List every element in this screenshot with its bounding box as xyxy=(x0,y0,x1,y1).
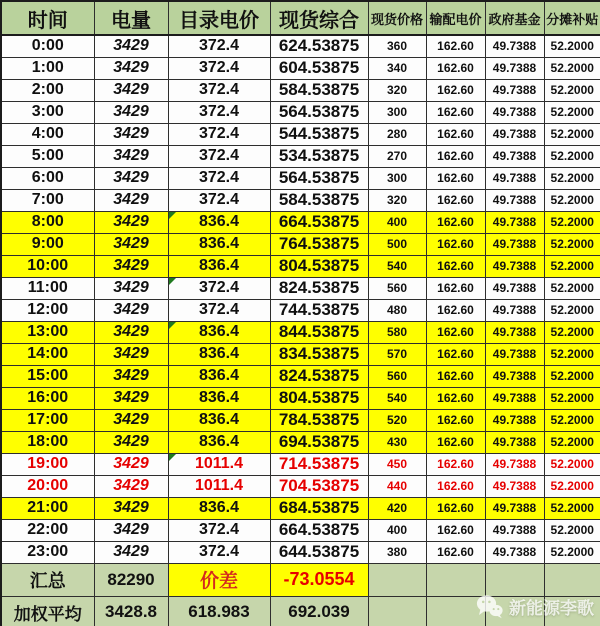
cell-spot-composite[interactable]: 684.53875 xyxy=(270,497,368,519)
cell-spot-price[interactable]: 280 xyxy=(368,123,426,145)
cell-time[interactable]: 12:00 xyxy=(1,299,94,321)
cell-time[interactable]: 10:00 xyxy=(1,255,94,277)
table-row xyxy=(1,431,600,453)
cell-catalog-price[interactable]: 372.4 xyxy=(168,299,270,321)
weighted-catalog-price[interactable]: 618.983 xyxy=(168,596,270,626)
cell-time[interactable]: 4:00 xyxy=(1,123,94,145)
cell-energy[interactable]: 3429 xyxy=(94,145,168,167)
cell-spot-price[interactable]: 430 xyxy=(368,431,426,453)
cell-energy[interactable]: 3429 xyxy=(94,233,168,255)
col-header-spot-composite[interactable]: 现货综合 xyxy=(270,1,368,35)
weighted-empty-cell[interactable] xyxy=(544,596,600,626)
cell-spot-composite[interactable]: 804.53875 xyxy=(270,255,368,277)
cell-time[interactable]: 2:00 xyxy=(1,79,94,101)
cell-energy[interactable]: 3429 xyxy=(94,255,168,277)
cell-gov-fund[interactable]: 49.7388 xyxy=(485,541,544,563)
cell-spot-composite[interactable]: 784.53875 xyxy=(270,409,368,431)
cell-transmission-price[interactable]: 162.60 xyxy=(426,299,485,321)
cell-time[interactable]: 6:00 xyxy=(1,167,94,189)
cell-subsidy[interactable]: 52.2000 xyxy=(544,211,600,233)
cell-catalog-price[interactable]: 372.4 xyxy=(168,35,270,57)
cell-transmission-price[interactable]: 162.60 xyxy=(426,189,485,211)
cell-subsidy[interactable]: 52.2000 xyxy=(544,321,600,343)
cell-transmission-price[interactable]: 162.60 xyxy=(426,211,485,233)
cell-gov-fund[interactable]: 49.7388 xyxy=(485,497,544,519)
cell-spot-composite[interactable]: 844.53875 xyxy=(270,321,368,343)
cell-energy[interactable]: 3429 xyxy=(94,431,168,453)
cell-transmission-price[interactable]: 162.60 xyxy=(426,519,485,541)
cell-transmission-price[interactable]: 162.60 xyxy=(426,79,485,101)
col-header-time[interactable]: 时间 xyxy=(1,1,94,35)
col-header-spot-price[interactable]: 现货价格 xyxy=(368,1,426,35)
cell-energy[interactable]: 3429 xyxy=(94,365,168,387)
weighted-empty-cell[interactable] xyxy=(485,596,544,626)
cell-gov-fund[interactable]: 49.7388 xyxy=(485,79,544,101)
cell-subsidy[interactable]: 52.2000 xyxy=(544,541,600,563)
cell-spot-composite[interactable]: 644.53875 xyxy=(270,541,368,563)
cell-spot-composite[interactable]: 664.53875 xyxy=(270,211,368,233)
cell-spot-composite[interactable]: 564.53875 xyxy=(270,167,368,189)
cell-time[interactable]: 1:00 xyxy=(1,57,94,79)
cell-gov-fund[interactable]: 49.7388 xyxy=(485,35,544,57)
cell-catalog-price[interactable]: 836.4 xyxy=(168,431,270,453)
cell-subsidy[interactable]: 52.2000 xyxy=(544,409,600,431)
cell-catalog-price[interactable]: 836.4 xyxy=(168,321,270,343)
cell-time[interactable]: 14:00 xyxy=(1,343,94,365)
weighted-empty-cell[interactable] xyxy=(368,596,426,626)
cell-gov-fund[interactable]: 49.7388 xyxy=(485,387,544,409)
cell-gov-fund[interactable]: 49.7388 xyxy=(485,233,544,255)
weighted-empty-cell[interactable] xyxy=(426,596,485,626)
weighted-label[interactable]: 加权平均 xyxy=(1,596,94,626)
cell-spot-price[interactable]: 320 xyxy=(368,79,426,101)
weighted-spot-composite[interactable]: 692.039 xyxy=(270,596,368,626)
table-row xyxy=(1,475,600,497)
table-row xyxy=(1,35,600,57)
cell-transmission-price[interactable]: 162.60 xyxy=(426,343,485,365)
price-diff-value[interactable]: -73.0554 xyxy=(270,563,368,596)
cell-catalog-price[interactable]: 836.4 xyxy=(168,387,270,409)
cell-subsidy[interactable]: 52.2000 xyxy=(544,453,600,475)
cell-gov-fund[interactable]: 49.7388 xyxy=(485,101,544,123)
cell-catalog-price[interactable]: 1011.4 xyxy=(168,475,270,497)
cell-time[interactable]: 23:00 xyxy=(1,541,94,563)
cell-transmission-price[interactable]: 162.60 xyxy=(426,541,485,563)
table-row xyxy=(1,57,600,79)
cell-time[interactable]: 22:00 xyxy=(1,519,94,541)
cell-catalog-price[interactable]: 372.4 xyxy=(168,145,270,167)
cell-spot-price[interactable]: 320 xyxy=(368,189,426,211)
cell-time[interactable]: 9:00 xyxy=(1,233,94,255)
cell-time[interactable]: 21:00 xyxy=(1,497,94,519)
cell-transmission-price[interactable]: 162.60 xyxy=(426,57,485,79)
cell-time[interactable]: 0:00 xyxy=(1,35,94,57)
cell-gov-fund[interactable]: 49.7388 xyxy=(485,211,544,233)
cell-time[interactable]: 15:00 xyxy=(1,365,94,387)
cell-gov-fund[interactable]: 49.7388 xyxy=(485,431,544,453)
table-row xyxy=(1,453,600,475)
cell-spot-price[interactable]: 300 xyxy=(368,167,426,189)
cell-transmission-price[interactable]: 162.60 xyxy=(426,233,485,255)
table-row xyxy=(1,497,600,519)
watermark-text: 新能源李歌 xyxy=(509,599,594,618)
cell-transmission-price[interactable]: 162.60 xyxy=(426,277,485,299)
summary-empty-cell[interactable] xyxy=(544,563,600,596)
cell-time[interactable]: 13:00 xyxy=(1,321,94,343)
cell-energy[interactable]: 3429 xyxy=(94,409,168,431)
cell-subsidy[interactable]: 52.2000 xyxy=(544,277,600,299)
table-row xyxy=(1,233,600,255)
cell-subsidy[interactable]: 52.2000 xyxy=(544,255,600,277)
cell-energy[interactable]: 3429 xyxy=(94,167,168,189)
summary-label[interactable]: 汇总 xyxy=(1,563,94,596)
cell-subsidy[interactable]: 52.2000 xyxy=(544,79,600,101)
cell-spot-composite[interactable]: 544.53875 xyxy=(270,123,368,145)
cell-energy[interactable]: 3429 xyxy=(94,475,168,497)
cell-time[interactable]: 19:00 xyxy=(1,453,94,475)
cell-gov-fund[interactable]: 49.7388 xyxy=(485,519,544,541)
cell-catalog-price[interactable]: 372.4 xyxy=(168,79,270,101)
cell-energy[interactable]: 3429 xyxy=(94,519,168,541)
cell-catalog-price[interactable]: 372.4 xyxy=(168,277,270,299)
cell-gov-fund[interactable]: 49.7388 xyxy=(485,475,544,497)
cell-catalog-price[interactable]: 836.4 xyxy=(168,497,270,519)
cell-spot-price[interactable]: 270 xyxy=(368,145,426,167)
table-row xyxy=(1,255,600,277)
cell-spot-price[interactable]: 440 xyxy=(368,475,426,497)
summary-energy-total[interactable]: 82290 xyxy=(94,563,168,596)
table-row xyxy=(1,541,600,563)
cell-spot-price[interactable]: 570 xyxy=(368,343,426,365)
cell-energy[interactable]: 3429 xyxy=(94,299,168,321)
cell-subsidy[interactable]: 52.2000 xyxy=(544,343,600,365)
cell-catalog-price[interactable]: 836.4 xyxy=(168,409,270,431)
cell-catalog-price[interactable]: 836.4 xyxy=(168,365,270,387)
cell-gov-fund[interactable]: 49.7388 xyxy=(485,145,544,167)
cell-gov-fund[interactable]: 49.7388 xyxy=(485,255,544,277)
cell-subsidy[interactable]: 52.2000 xyxy=(544,299,600,321)
cell-spot-price[interactable]: 520 xyxy=(368,409,426,431)
cell-spot-composite[interactable]: 584.53875 xyxy=(270,189,368,211)
cell-subsidy[interactable]: 52.2000 xyxy=(544,233,600,255)
cell-catalog-price[interactable]: 372.4 xyxy=(168,167,270,189)
table-row xyxy=(1,123,600,145)
cell-transmission-price[interactable]: 162.60 xyxy=(426,409,485,431)
cell-subsidy[interactable]: 52.2000 xyxy=(544,189,600,211)
summary-row xyxy=(1,563,600,596)
cell-spot-price[interactable]: 480 xyxy=(368,299,426,321)
cell-gov-fund[interactable]: 49.7388 xyxy=(485,277,544,299)
cell-gov-fund[interactable]: 49.7388 xyxy=(485,57,544,79)
cell-spot-composite[interactable]: 664.53875 xyxy=(270,519,368,541)
cell-energy[interactable]: 3429 xyxy=(94,211,168,233)
weighted-average-row xyxy=(1,596,600,626)
cell-transmission-price[interactable]: 162.60 xyxy=(426,167,485,189)
cell-spot-price[interactable]: 450 xyxy=(368,453,426,475)
cell-time[interactable]: 5:00 xyxy=(1,145,94,167)
cell-energy[interactable]: 3429 xyxy=(94,321,168,343)
cell-spot-composite[interactable]: 714.53875 xyxy=(270,453,368,475)
cell-gov-fund[interactable]: 49.7388 xyxy=(485,123,544,145)
cell-spot-composite[interactable]: 584.53875 xyxy=(270,79,368,101)
cell-time[interactable]: 16:00 xyxy=(1,387,94,409)
cell-subsidy[interactable]: 52.2000 xyxy=(544,57,600,79)
summary-empty-cell[interactable] xyxy=(485,563,544,596)
cell-spot-composite[interactable]: 604.53875 xyxy=(270,57,368,79)
col-header-transmission-price[interactable]: 输配电价 xyxy=(426,1,485,35)
cell-transmission-price[interactable]: 162.60 xyxy=(426,321,485,343)
cell-spot-composite[interactable]: 824.53875 xyxy=(270,277,368,299)
col-header-gov-fund[interactable]: 政府基金 xyxy=(485,1,544,35)
cell-time[interactable]: 11:00 xyxy=(1,277,94,299)
cell-spot-composite[interactable]: 624.53875 xyxy=(270,35,368,57)
cell-gov-fund[interactable]: 49.7388 xyxy=(485,365,544,387)
cell-spot-price[interactable]: 500 xyxy=(368,233,426,255)
cell-transmission-price[interactable]: 162.60 xyxy=(426,453,485,475)
cell-spot-composite[interactable]: 534.53875 xyxy=(270,145,368,167)
cell-catalog-price[interactable]: 372.4 xyxy=(168,519,270,541)
cell-spot-price[interactable]: 300 xyxy=(368,101,426,123)
cell-gov-fund[interactable]: 49.7388 xyxy=(485,321,544,343)
cell-spot-price[interactable]: 560 xyxy=(368,365,426,387)
weighted-energy[interactable]: 3428.8 xyxy=(94,596,168,626)
cell-time[interactable]: 8:00 xyxy=(1,211,94,233)
cell-spot-composite[interactable]: 834.53875 xyxy=(270,343,368,365)
cell-time[interactable]: 18:00 xyxy=(1,431,94,453)
cell-spot-composite[interactable]: 694.53875 xyxy=(270,431,368,453)
table-row xyxy=(1,79,600,101)
cell-subsidy[interactable]: 52.2000 xyxy=(544,167,600,189)
price-diff-label[interactable]: 价差 xyxy=(168,563,270,596)
cell-spot-price[interactable]: 420 xyxy=(368,497,426,519)
cell-catalog-price[interactable]: 836.4 xyxy=(168,255,270,277)
cell-energy[interactable]: 3429 xyxy=(94,343,168,365)
cell-time[interactable]: 20:00 xyxy=(1,475,94,497)
cell-energy[interactable]: 3429 xyxy=(94,387,168,409)
cell-spot-price[interactable]: 540 xyxy=(368,255,426,277)
cell-energy[interactable]: 3429 xyxy=(94,277,168,299)
cell-gov-fund[interactable]: 49.7388 xyxy=(485,453,544,475)
cell-transmission-price[interactable]: 162.60 xyxy=(426,365,485,387)
cell-subsidy[interactable]: 52.2000 xyxy=(544,431,600,453)
cell-spot-composite[interactable]: 704.53875 xyxy=(270,475,368,497)
cell-catalog-price[interactable]: 372.4 xyxy=(168,189,270,211)
cell-spot-composite[interactable]: 804.53875 xyxy=(270,387,368,409)
cell-subsidy[interactable]: 52.2000 xyxy=(544,387,600,409)
cell-time[interactable]: 7:00 xyxy=(1,189,94,211)
cell-gov-fund[interactable]: 49.7388 xyxy=(485,409,544,431)
cell-subsidy[interactable]: 52.2000 xyxy=(544,497,600,519)
cell-catalog-price[interactable]: 836.4 xyxy=(168,343,270,365)
cell-energy[interactable]: 3429 xyxy=(94,57,168,79)
table-row xyxy=(1,277,600,299)
cell-spot-price[interactable]: 380 xyxy=(368,541,426,563)
cell-transmission-price[interactable]: 162.60 xyxy=(426,475,485,497)
cell-spot-price[interactable]: 540 xyxy=(368,387,426,409)
cell-spot-composite[interactable]: 744.53875 xyxy=(270,299,368,321)
cell-spot-price[interactable]: 580 xyxy=(368,321,426,343)
cell-time[interactable]: 3:00 xyxy=(1,101,94,123)
cell-catalog-price[interactable]: 372.4 xyxy=(168,57,270,79)
header-row xyxy=(1,1,600,35)
cell-spot-price[interactable]: 400 xyxy=(368,519,426,541)
table-row xyxy=(1,167,600,189)
cell-energy[interactable]: 3429 xyxy=(94,453,168,475)
cell-catalog-price[interactable]: 836.4 xyxy=(168,233,270,255)
cell-subsidy[interactable]: 52.2000 xyxy=(544,123,600,145)
cell-transmission-price[interactable]: 162.60 xyxy=(426,123,485,145)
cell-catalog-price[interactable]: 372.4 xyxy=(168,123,270,145)
cell-energy[interactable]: 3429 xyxy=(94,79,168,101)
col-header-subsidy[interactable]: 分摊补贴 xyxy=(544,1,600,35)
cell-transmission-price[interactable]: 162.60 xyxy=(426,101,485,123)
cell-energy[interactable]: 3429 xyxy=(94,101,168,123)
table-row xyxy=(1,519,600,541)
table-row xyxy=(1,409,600,431)
cell-time[interactable]: 17:00 xyxy=(1,409,94,431)
table-row xyxy=(1,321,600,343)
cell-subsidy[interactable]: 52.2000 xyxy=(544,365,600,387)
table-row xyxy=(1,101,600,123)
table-row xyxy=(1,387,600,409)
cell-spot-composite[interactable]: 824.53875 xyxy=(270,365,368,387)
cell-catalog-price[interactable]: 836.4 xyxy=(168,211,270,233)
cell-spot-composite[interactable]: 564.53875 xyxy=(270,101,368,123)
cell-subsidy[interactable]: 52.2000 xyxy=(544,35,600,57)
cell-subsidy[interactable]: 52.2000 xyxy=(544,475,600,497)
table-row xyxy=(1,343,600,365)
cell-transmission-price[interactable]: 162.60 xyxy=(426,35,485,57)
table-row xyxy=(1,189,600,211)
cell-transmission-price[interactable]: 162.60 xyxy=(426,497,485,519)
cell-energy[interactable]: 3429 xyxy=(94,541,168,563)
cell-catalog-price[interactable]: 1011.4 xyxy=(168,453,270,475)
summary-empty-cell[interactable] xyxy=(368,563,426,596)
summary-empty-cell[interactable] xyxy=(426,563,485,596)
table-row xyxy=(1,211,600,233)
cell-energy[interactable]: 3429 xyxy=(94,497,168,519)
cell-transmission-price[interactable]: 162.60 xyxy=(426,387,485,409)
table-row xyxy=(1,145,600,167)
cell-energy[interactable]: 3429 xyxy=(94,189,168,211)
cell-spot-price[interactable]: 400 xyxy=(368,211,426,233)
cell-transmission-price[interactable]: 162.60 xyxy=(426,255,485,277)
cell-energy[interactable]: 3429 xyxy=(94,35,168,57)
cell-catalog-price[interactable]: 372.4 xyxy=(168,101,270,123)
cell-gov-fund[interactable]: 49.7388 xyxy=(485,189,544,211)
cell-gov-fund[interactable]: 49.7388 xyxy=(485,167,544,189)
cell-catalog-price[interactable]: 372.4 xyxy=(168,541,270,563)
cell-subsidy[interactable]: 52.2000 xyxy=(544,101,600,123)
cell-spot-price[interactable]: 360 xyxy=(368,35,426,57)
cell-energy[interactable]: 3429 xyxy=(94,123,168,145)
cell-transmission-price[interactable]: 162.60 xyxy=(426,431,485,453)
cell-spot-price[interactable]: 560 xyxy=(368,277,426,299)
cell-spot-composite[interactable]: 764.53875 xyxy=(270,233,368,255)
cell-transmission-price[interactable]: 162.60 xyxy=(426,145,485,167)
cell-spot-price[interactable]: 340 xyxy=(368,57,426,79)
table-row xyxy=(1,299,600,321)
table-row xyxy=(1,365,600,387)
col-header-catalog-price[interactable]: 目录电价 xyxy=(168,1,270,35)
cell-subsidy[interactable]: 52.2000 xyxy=(544,145,600,167)
cell-gov-fund[interactable]: 49.7388 xyxy=(485,343,544,365)
col-header-energy[interactable]: 电量 xyxy=(94,1,168,35)
cell-subsidy[interactable]: 52.2000 xyxy=(544,519,600,541)
cell-gov-fund[interactable]: 49.7388 xyxy=(485,299,544,321)
